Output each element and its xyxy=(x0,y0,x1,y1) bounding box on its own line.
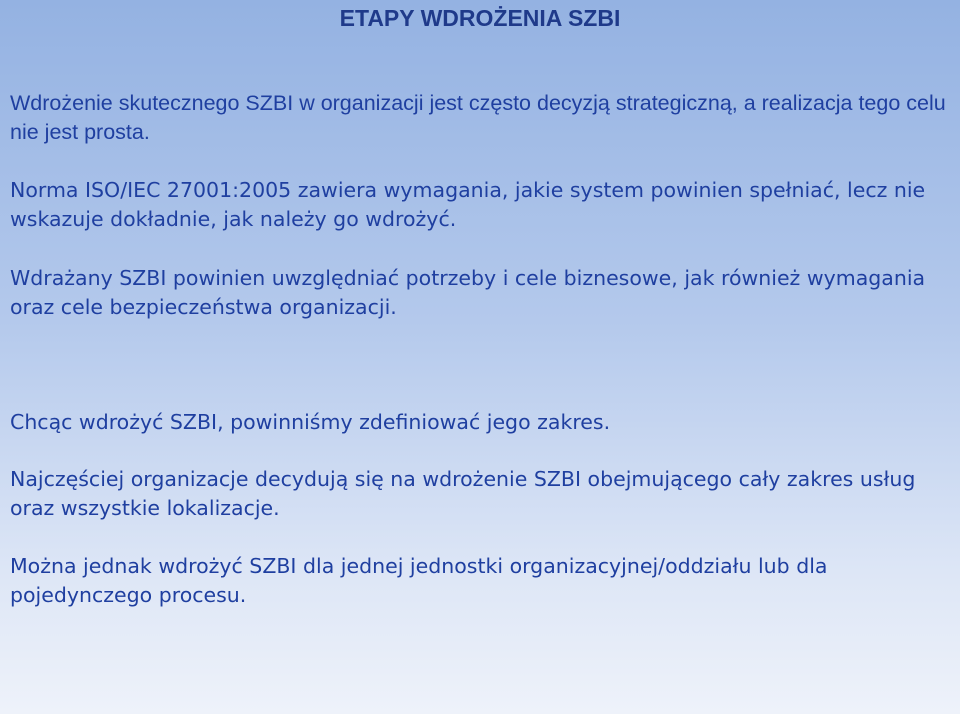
paragraph-iso-norm: Norma ISO/IEC 27001:2005 zawiera wymagania, jakie system powinien spełniać, lecz nie wskazuje dokładnie, jak należy go wdrożyć. xyxy=(10,178,926,231)
paragraph-full-scope: Najczęściej organizacje decydują się na wdrożenie SZBI obejmującego cały zakres usług oraz wszystkie lokalizacje. xyxy=(10,467,916,520)
paragraph-business-needs: Wdrażany SZBI powinien uwzględniać potrzeby i cele biznesowe, jak również wymagania oraz cele bezpieczeństwa organizacji. xyxy=(10,266,926,319)
paragraph-define-scope: Chcąc wdrożyć SZBI, powinniśmy zdefiniować jego zakres. xyxy=(10,410,611,434)
paragraph-partial-scope: Można jednak wdrożyć SZBI dla jednej jednostki organizacyjnej/oddziału lub dla pojedynczego procesu. xyxy=(10,554,828,607)
paragraph-strategic-decision: Wdrożenie skutecznego SZBI w organizacji jest często decyzją strategiczną, a realizacja tego celu nie jest prosta. xyxy=(10,91,946,144)
slide-title: ETAPY WDROŻENIA SZBI xyxy=(339,5,621,31)
